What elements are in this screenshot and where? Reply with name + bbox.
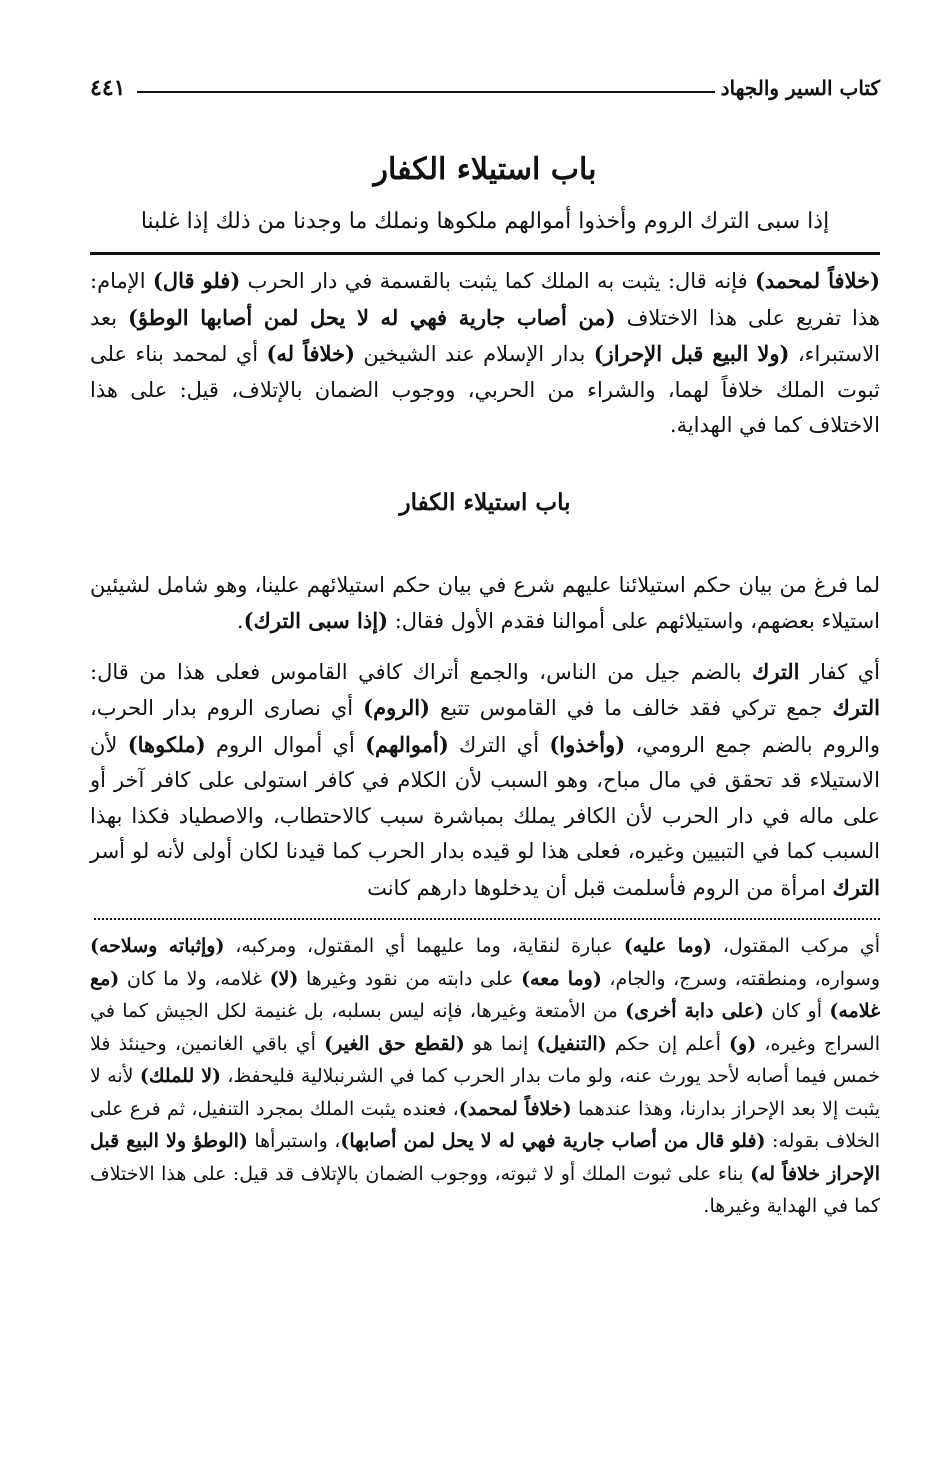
commentary-paragraph-1	[90, 263, 880, 444]
bold-quote: (فلو قال من أصاب جارية فهي له لا يحل لمن أصابها)	[340, 1130, 766, 1152]
bold-quote: (التنفيل)	[536, 1032, 607, 1055]
bold-quote: (خلافاً لمحمد)	[754, 268, 881, 293]
commentary-text: أي أموال الروم	[205, 732, 366, 757]
commentary-text: فإنه قال: يثبت به الملك كما يثبت بالقسمة في دار الحرب	[240, 269, 755, 293]
chapter-heading: باب استيلاء الكفار	[373, 152, 597, 187]
running-header	[90, 68, 880, 108]
footnote-text: بناء على ثبوت الملك أو لا ثبوته، ووجوب الضمان بالإتلاف قد قيل: على هذا الاختلاف كما في الهداية وغيرها.	[90, 1162, 880, 1217]
commentary-text: بعد الاستبراء،	[90, 305, 881, 366]
matn-separator-rule	[90, 252, 880, 255]
bold-quote: (مع غلامه)	[90, 967, 881, 1022]
commentary-text: أي نصارى الروم بدار الحرب، والروم بالضم جمع الرومي،	[90, 696, 881, 757]
bold-quote: (الروم)	[363, 695, 430, 720]
footnote-text: ، واستبرأها	[247, 1130, 341, 1152]
commentary-text: لأن الاستيلاء قد تحقق في مال مباح، وهو السبب لأن الكلام في كافر استولى على كافر آخر أو على ماله في دار الحرب لأن الكافر يملك بمباشرة سبب كالاحتطاب، والاصطياد فكذا بهذا السبب كما في التبيين وغيره، فعلى هذا لو قيده بدار الحرب كما قيدنا لكان أولى لأنه لو أسر	[90, 732, 880, 863]
footnote-paragraph	[90, 930, 880, 1223]
matn-text: إذا سبى الترك الروم وأخذوا أموالهم ملكوها ونملك ما وجدنا من ذلك إذا غلبنا	[140, 209, 830, 234]
bold-quote: (خلافاً لمحمد)	[458, 1097, 572, 1120]
bold-quote: (وما عليه)	[623, 935, 712, 957]
bold-quote: (ملكوها)	[127, 731, 206, 757]
bold-quote: (لقطع حق الغير)	[324, 1032, 465, 1055]
commentary-text: امرأة من الروم فأسلمت قبل أن يدخلوها دارهم كانت	[367, 875, 833, 900]
commentary-paragraph-3	[90, 654, 880, 907]
footnote-text: على دابته من نقود وغيرها	[298, 967, 522, 990]
footnote-text: غلامه، ولا ما كان	[119, 967, 270, 990]
bold-quote: (لا)	[269, 967, 299, 990]
footnote-text: أي باقي الغانمين، وحينئذ فلا خمس فيما أصابه لأحد يورث عنه، ولو مات بدار الحرب كما في الشرنبلالية فليحفظ،	[90, 1032, 880, 1087]
bold-quote: (خلافاً له)	[266, 341, 355, 366]
running-header-title: كتاب السير والجهاد	[720, 76, 880, 100]
bold-quote: (من أصاب جارية فهي له لا يحل لمن أصابها الوطؤ)	[128, 304, 616, 330]
footnote-text: إنما هو	[464, 1032, 537, 1055]
bold-quote: (وما معه)	[521, 967, 602, 990]
footnote-text: عبارة لنقاية، وما عليهما أي المقتول، ومركبه،	[224, 935, 624, 957]
commentary-text: أي لمحمد بناء على ثبوت الملك خلافاً لهما، والشراء من الحربي، ووجوب الضمان بالإتلاف، قيل: على هذا الاختلاف كما في الهداية.	[90, 342, 880, 437]
commentary-text: .	[236, 609, 244, 633]
page-number: ٤٤١	[90, 75, 126, 101]
bold-quote: (إذا سبى الترك)	[243, 608, 389, 633]
footnote-text: أو كان	[764, 1000, 830, 1022]
bold-quote: الترك	[832, 874, 880, 900]
bold-quote: (على دابة أخرى)	[625, 1000, 765, 1022]
bold-quote: الترك	[832, 695, 880, 720]
bold-quote: (وأخذوا)	[549, 731, 626, 757]
footnote-text: وسواره، ومنطقته، وسرج، والجام،	[601, 967, 880, 990]
commentary-text: أي كفار	[799, 659, 880, 684]
bold-quote: الترك	[752, 658, 800, 684]
bold-quote: (فلو قال)	[152, 268, 241, 293]
footnote-text: ، فعنده يثبت الملك بمجرد التنفيل، ثم فرع على الخلاف بقوله:	[90, 1097, 880, 1152]
commentary-text: أي الترك	[448, 732, 550, 757]
book-page	[90, 68, 880, 1242]
footnote-text: أي مركب المقتول،	[711, 935, 880, 957]
footnote-separator-dots	[94, 918, 880, 920]
bold-quote: (وإثباته وسلاحه)	[90, 935, 225, 957]
bold-quote: (الوطؤ ولا البيع قبل الإحراز خلافاً له)	[90, 1130, 880, 1185]
bold-quote: (ولا البيع قبل الإحراز)	[593, 341, 790, 366]
footnote-text: لأنه لا يثبت إلا بعد الإحراز بدارنا، وهذا عندهما	[90, 1065, 881, 1120]
commentary-text: الإمام: هذا تفريع على هذا الاختلاف	[90, 269, 880, 330]
commentary-paragraph-2	[90, 568, 880, 640]
commentary-text: بدار الإسلام عند الشيخين	[354, 342, 594, 366]
commentary-text: لما فرغ من بيان حكم استيلائنا عليهم شرع في بيان حكم استيلائهم علينا، وهو شامل لشيئين استيلاء بعضهم، واستيلائهم على أموالنا فقدم الأول فقال:	[90, 572, 880, 633]
footnote-text: من الأمتعة وغيرها، فإنه ليس بسلبه، بل غنيمة لكل الجيش كما في السراج وغيره،	[90, 1000, 880, 1055]
bold-quote: (لا للملك)	[139, 1065, 222, 1087]
commentary-text: بالضم جيل من الناس، والجمع أتراك كافي القاموس فعلى هذا من قال:	[90, 659, 753, 684]
section-heading: باب استيلاء الكفار	[399, 488, 571, 516]
commentary-text: جمع تركي فقد خالف ما في القاموس تتبع	[430, 696, 833, 720]
bold-quote: (أموالهم)	[365, 731, 449, 757]
header-rule	[137, 91, 714, 93]
footnote-text: أعلم إن حكم	[606, 1032, 730, 1055]
bold-quote: (و)	[729, 1032, 757, 1055]
